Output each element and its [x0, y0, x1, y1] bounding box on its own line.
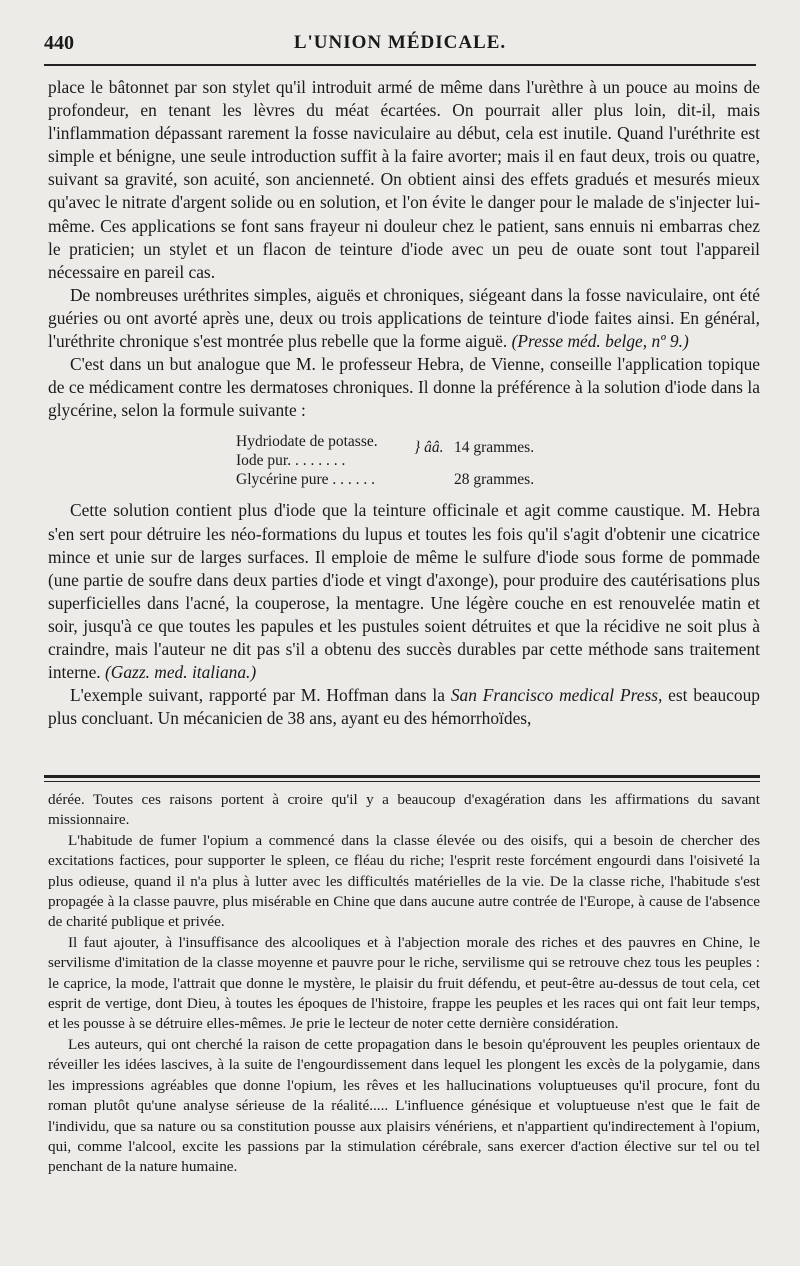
footnote-paragraph: dérée. Toutes ces raisons portent à croire qu'il y a beaucoup d'exagération dans les affirmations du savant missionnaire. [48, 791, 760, 829]
paragraph: C'est dans un but analogue que M. le professeur Hebra, de Vienne, conseille l'application topique de ce médicament contre les dermatoses chroniques. Il donne la préférence à la solution d'iode dans la glycérine, selon la formule suivante : [48, 354, 760, 421]
formula-ingredient: Iode pur. . . . . . . . [236, 452, 346, 470]
header-rule [44, 64, 756, 66]
footnote-rule [44, 781, 760, 782]
paragraph [48, 499, 760, 684]
page-header [44, 28, 756, 62]
formula-ingredient: Glycérine pure . . . . . . [236, 471, 376, 489]
formula-ingredient: Hydriodate de potasse. [236, 433, 378, 451]
running-title: L'UNION MÉDICALE. [293, 32, 507, 53]
page-number: 440 [44, 32, 74, 54]
footnote-paragraph: Il faut ajouter, à l'insuffisance des alcooliques et à l'abjection morale des riches et des pauvres en Chine, le servilisme d'imitation de la classe moyenne et pauvre pour le riche, servilisme qui se retrouve chez tous les peuples : le caprice, la mode, l'attrait que donne le mystère, le plaisir du fruit défendu, et peut-être au-dessus de tout cela, cet esprit de vertige, dont Dieu, à toutes les époques de l'histoire, frappe les peuples et les races qui ont fait leur temps, et les pousse à se détruire elles-mêmes. Je prie le lecteur de noter cette dernière considération. [48, 933, 760, 1033]
journal-title: San Francisco medical Press, [450, 685, 663, 706]
paragraph-text: est beaucoup plus concluant. Un mécanicien de 38 ans, ayant eu des hémorrhoïdes, [48, 685, 760, 729]
paragraph-text: De nombreuses uréthrites simples, aiguës et chroniques, siégeant dans la fosse naviculaire, ont été guéries ou ont avorté après une, deux ou trois applications de teinture d'iode faites ainsi. En général, l'uréthrite chronique s'est montrée plus rebelle que la forme aiguë. [48, 284, 760, 352]
paragraph-text: Cette solution contient plus d'iode que la teinture officinale et agit comme caustique. M. Hebra s'en sert pour détruire les néo-formations du lupus et toutes les fois qu'il s'agit d'obtenir une cicatrice mince et unie sur de larges surfaces. Il emploie de même le sulfure d'iode sous forme de pommade (une partie de soufre dans deux parties d'iode et vingt d'axonge), pour produire des cautérisations plus superficielles dans l'acné, la couperose, la mentagre. Une légère couche en est renouvelée matin et soir, jusqu'à ce que toutes les papules et les pustules soient détruites et que la récidive ne soit plus à craindre, mais l'auteur ne dit pas s'il a obtenu des succès durables par cette méthode sans traitement interne. [48, 500, 760, 683]
paragraph [48, 284, 760, 353]
formula [236, 432, 760, 489]
formula-quantity: 14 grammes. [454, 439, 535, 457]
footnote-paragraph: L'habitude de fumer l'opium a commencé dans la classe élevée ou des oisifs, qui a besoin de chercher des excitations factices, pour supporter le spleen, ce fléau du riche; l'esprit reste forcément engourdi dans l'oisiveté la plus odieuse, quand il n'a plus à lutter avec les difficultés matérielles de la vie. De la classe riche, l'habitude s'est propagée à la classe pauvre, plus misérable en Chine que dans aucune autre contrée de l'Europe, à cause de l'absence de charité publique et privée. [48, 831, 760, 931]
main-text [48, 76, 760, 730]
paragraph-text: L'exemple suivant, rapporté par M. Hoffman dans la [70, 685, 445, 706]
footnote-rule [44, 775, 760, 778]
footnotes [48, 790, 760, 1178]
formula-quantity: 28 grammes. [454, 471, 535, 489]
paragraph [48, 684, 760, 730]
source-citation: (Gazz. med. italiana.) [105, 662, 257, 683]
formula-bracket: } ââ. [414, 439, 444, 457]
source-citation: (Presse méd. belge, nº 9.) [511, 331, 689, 352]
paragraph: place le bâtonnet par son stylet qu'il introduit armé de même dans l'urèthre à un pouce au moins de profondeur, en tenant les lèvres du méat écartées. On pourrait aller plus loin, dit-il, mais l'inflammation dépassant rarement la fosse naviculaire au début, cela est inutile. Quand l'uréthrite est simple et bénigne, une seule introduction suffit à la faire avorter; mais il en faut deux, trois ou quatre, suivant sa gravité, son acuité, son ancienneté. On obtient ainsi des effets gradués et mesurés mieux qu'avec le nitrate d'argent solide ou en solution, et l'on évite le danger pour le malade de s'injecter lui-même. Ces applications se font sans frayeur ni douleur chez le patient, sans ennuis ni embarras chez le praticien; un stylet et un flacon de teinture d'iode avec un peu de ouate sont tout l'appareil nécessaire en pareil cas. [48, 77, 760, 282]
footnote-paragraph: Les auteurs, qui ont cherché la raison de cette propagation dans le besoin qu'éprouvent les peuples orientaux de réveiller les idées lascives, à la suite de l'engourdissement dans lequel les plongent les excès de la polygamie, dans les impressions agréables que donne l'opium, les rêves et les hallucinations voluptueuses qu'il procure, font du roman plutôt qu'une analyse sérieuse de la réalité..... L'influence génésique et voluptueuse n'est que le fait de l'individu, que sa nature ou sa constitution pousse aux plaisirs vénériens, et n'appartient qu'indirectement à l'opium, qui, comme l'alcool, excite les passions par la stimulation cérébrale, sans exercer d'action élective sur tel ou tel penchant de la nature humaine. [48, 1035, 760, 1176]
